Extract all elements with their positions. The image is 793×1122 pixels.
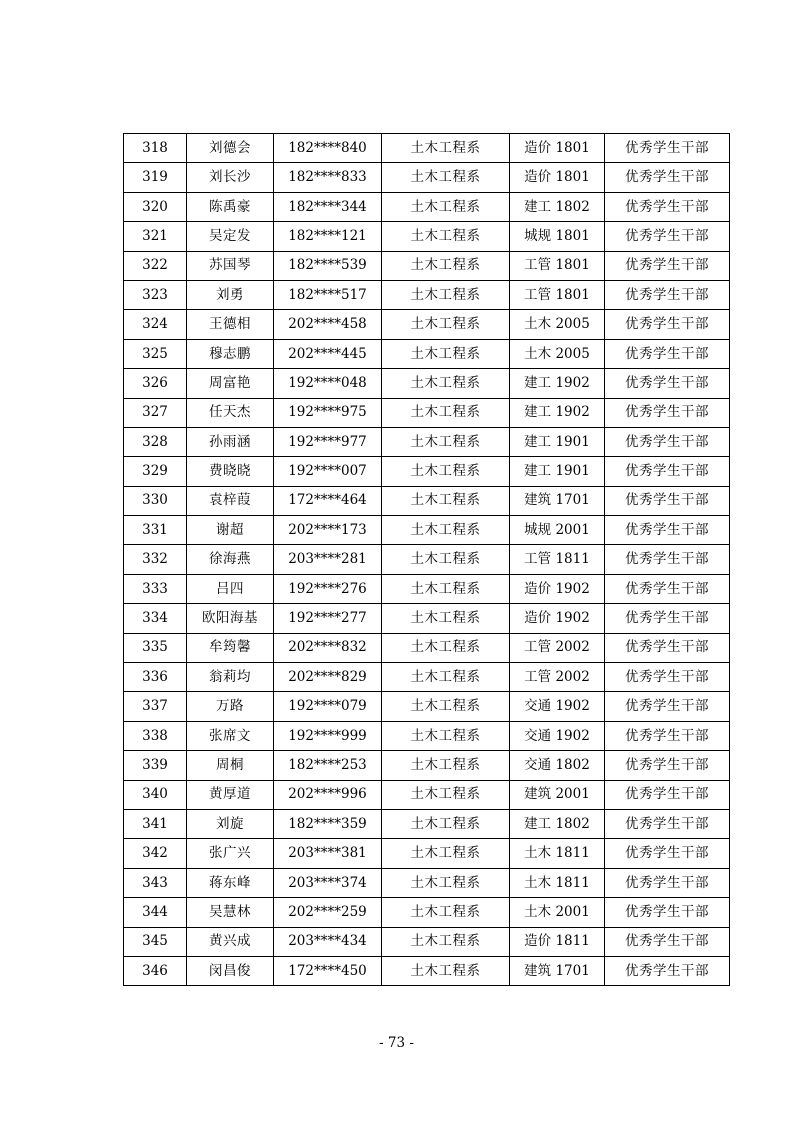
table-row [124, 663, 730, 692]
cell-phone: 192****277 [274, 604, 382, 633]
cell-honor: 优秀学生干部 [605, 956, 730, 985]
cell-department: 土木工程系 [382, 604, 510, 633]
cell-class: 土木 2005 [510, 310, 605, 339]
cell-sequence: 344 [124, 898, 187, 927]
cell-department: 土木工程系 [382, 927, 510, 956]
cell-honor: 优秀学生干部 [605, 633, 730, 662]
cell-sequence: 324 [124, 310, 187, 339]
cell-class: 造价 1902 [510, 604, 605, 633]
table-row [124, 809, 730, 838]
cell-class: 造价 1902 [510, 574, 605, 603]
cell-phone: 202****259 [274, 898, 382, 927]
cell-name: 费晓晓 [187, 457, 274, 486]
cell-honor: 优秀学生干部 [605, 868, 730, 897]
cell-department: 土木工程系 [382, 398, 510, 427]
table-row [124, 574, 730, 603]
table-row [124, 310, 730, 339]
cell-name: 刘德会 [187, 134, 274, 163]
cell-honor: 优秀学生干部 [605, 339, 730, 368]
cell-phone: 192****975 [274, 398, 382, 427]
cell-phone: 182****121 [274, 222, 382, 251]
cell-phone: 182****253 [274, 751, 382, 780]
cell-department: 土木工程系 [382, 310, 510, 339]
cell-name: 徐海燕 [187, 545, 274, 574]
table-row [124, 398, 730, 427]
table-row [124, 280, 730, 309]
cell-phone: 203****434 [274, 927, 382, 956]
cell-name: 苏国琴 [187, 251, 274, 280]
cell-honor: 优秀学生干部 [605, 545, 730, 574]
cell-sequence: 318 [124, 134, 187, 163]
cell-name: 张席文 [187, 721, 274, 750]
cell-phone: 203****281 [274, 545, 382, 574]
cell-phone: 182****359 [274, 809, 382, 838]
cell-department: 土木工程系 [382, 780, 510, 809]
cell-class: 工管 2002 [510, 633, 605, 662]
cell-honor: 优秀学生干部 [605, 134, 730, 163]
cell-sequence: 326 [124, 369, 187, 398]
cell-sequence: 328 [124, 427, 187, 456]
cell-department: 土木工程系 [382, 868, 510, 897]
table-row [124, 222, 730, 251]
cell-name: 周富艳 [187, 369, 274, 398]
cell-phone: 192****079 [274, 692, 382, 721]
cell-name: 袁梓葭 [187, 486, 274, 515]
cell-phone: 192****977 [274, 427, 382, 456]
cell-phone: 202****996 [274, 780, 382, 809]
cell-class: 土木 2005 [510, 339, 605, 368]
cell-honor: 优秀学生干部 [605, 222, 730, 251]
cell-name: 周桐 [187, 751, 274, 780]
cell-phone: 202****173 [274, 516, 382, 545]
cell-name: 孙雨涵 [187, 427, 274, 456]
cell-name: 张广兴 [187, 839, 274, 868]
cell-honor: 优秀学生干部 [605, 310, 730, 339]
cell-department: 土木工程系 [382, 663, 510, 692]
cell-sequence: 342 [124, 839, 187, 868]
cell-class: 建工 1802 [510, 809, 605, 838]
cell-department: 土木工程系 [382, 721, 510, 750]
cell-sequence: 331 [124, 516, 187, 545]
cell-sequence: 319 [124, 163, 187, 192]
table-row [124, 898, 730, 927]
cell-class: 建工 1901 [510, 427, 605, 456]
cell-department: 土木工程系 [382, 545, 510, 574]
cell-class: 土木 2001 [510, 898, 605, 927]
cell-name: 黄厚道 [187, 780, 274, 809]
table-row [124, 839, 730, 868]
table-row [124, 516, 730, 545]
cell-honor: 优秀学生干部 [605, 692, 730, 721]
cell-honor: 优秀学生干部 [605, 280, 730, 309]
cell-class: 城规 2001 [510, 516, 605, 545]
roster-table [123, 133, 730, 986]
cell-department: 土木工程系 [382, 751, 510, 780]
table-row [124, 486, 730, 515]
cell-name: 刘旋 [187, 809, 274, 838]
cell-department: 土木工程系 [382, 633, 510, 662]
cell-sequence: 327 [124, 398, 187, 427]
cell-honor: 优秀学生干部 [605, 486, 730, 515]
cell-sequence: 346 [124, 956, 187, 985]
cell-phone: 203****381 [274, 839, 382, 868]
cell-department: 土木工程系 [382, 134, 510, 163]
cell-phone: 192****007 [274, 457, 382, 486]
cell-class: 工管 1801 [510, 280, 605, 309]
cell-department: 土木工程系 [382, 516, 510, 545]
cell-class: 工管 1801 [510, 251, 605, 280]
cell-class: 交通 1902 [510, 692, 605, 721]
cell-honor: 优秀学生干部 [605, 251, 730, 280]
table-row [124, 868, 730, 897]
cell-name: 任天杰 [187, 398, 274, 427]
cell-phone: 192****048 [274, 369, 382, 398]
cell-department: 土木工程系 [382, 809, 510, 838]
roster-table-body [124, 134, 730, 986]
cell-department: 土木工程系 [382, 280, 510, 309]
cell-department: 土木工程系 [382, 222, 510, 251]
cell-class: 建筑 1701 [510, 956, 605, 985]
cell-honor: 优秀学生干部 [605, 457, 730, 486]
cell-honor: 优秀学生干部 [605, 604, 730, 633]
cell-name: 闵昌俊 [187, 956, 274, 985]
cell-honor: 优秀学生干部 [605, 839, 730, 868]
cell-phone: 202****445 [274, 339, 382, 368]
cell-department: 土木工程系 [382, 427, 510, 456]
cell-department: 土木工程系 [382, 839, 510, 868]
cell-class: 工管 2002 [510, 663, 605, 692]
cell-phone: 202****832 [274, 633, 382, 662]
cell-name: 陈禹豪 [187, 192, 274, 221]
cell-sequence: 330 [124, 486, 187, 515]
cell-name: 吴慧林 [187, 898, 274, 927]
cell-name: 王德相 [187, 310, 274, 339]
cell-sequence: 321 [124, 222, 187, 251]
table-row [124, 927, 730, 956]
cell-class: 交通 1802 [510, 751, 605, 780]
cell-phone: 192****999 [274, 721, 382, 750]
cell-honor: 优秀学生干部 [605, 809, 730, 838]
cell-sequence: 335 [124, 633, 187, 662]
cell-class: 土木 1811 [510, 868, 605, 897]
cell-class: 造价 1801 [510, 134, 605, 163]
cell-class: 工管 1811 [510, 545, 605, 574]
cell-class: 土木 1811 [510, 839, 605, 868]
cell-name: 翁莉均 [187, 663, 274, 692]
table-row [124, 545, 730, 574]
table-row [124, 780, 730, 809]
table-row [124, 339, 730, 368]
cell-class: 建筑 2001 [510, 780, 605, 809]
cell-sequence: 338 [124, 721, 187, 750]
table-row [124, 604, 730, 633]
table-row [124, 427, 730, 456]
table-row [124, 251, 730, 280]
cell-name: 谢超 [187, 516, 274, 545]
cell-honor: 优秀学生干部 [605, 780, 730, 809]
cell-honor: 优秀学生干部 [605, 398, 730, 427]
cell-class: 建工 1901 [510, 457, 605, 486]
cell-phone: 202****829 [274, 663, 382, 692]
cell-honor: 优秀学生干部 [605, 927, 730, 956]
cell-name: 刘长沙 [187, 163, 274, 192]
cell-honor: 优秀学生干部 [605, 427, 730, 456]
cell-department: 土木工程系 [382, 163, 510, 192]
cell-honor: 优秀学生干部 [605, 163, 730, 192]
cell-sequence: 341 [124, 809, 187, 838]
cell-name: 欧阳海基 [187, 604, 274, 633]
table-row [124, 692, 730, 721]
cell-class: 城规 1801 [510, 222, 605, 251]
cell-department: 土木工程系 [382, 574, 510, 603]
cell-class: 建工 1802 [510, 192, 605, 221]
table-row [124, 369, 730, 398]
cell-sequence: 320 [124, 192, 187, 221]
cell-department: 土木工程系 [382, 956, 510, 985]
cell-department: 土木工程系 [382, 692, 510, 721]
cell-department: 土木工程系 [382, 251, 510, 280]
cell-department: 土木工程系 [382, 192, 510, 221]
cell-name: 万路 [187, 692, 274, 721]
table-row [124, 633, 730, 662]
cell-phone: 172****450 [274, 956, 382, 985]
cell-sequence: 333 [124, 574, 187, 603]
cell-name: 牟筠馨 [187, 633, 274, 662]
cell-class: 建筑 1701 [510, 486, 605, 515]
cell-name: 蒋东峰 [187, 868, 274, 897]
cell-phone: 192****276 [274, 574, 382, 603]
cell-class: 交通 1902 [510, 721, 605, 750]
cell-phone: 182****344 [274, 192, 382, 221]
cell-department: 土木工程系 [382, 457, 510, 486]
cell-sequence: 345 [124, 927, 187, 956]
cell-class: 建工 1902 [510, 369, 605, 398]
table-row [124, 457, 730, 486]
cell-phone: 182****840 [274, 134, 382, 163]
cell-name: 刘勇 [187, 280, 274, 309]
cell-department: 土木工程系 [382, 898, 510, 927]
cell-department: 土木工程系 [382, 369, 510, 398]
cell-phone: 172****464 [274, 486, 382, 515]
table-row [124, 751, 730, 780]
cell-honor: 优秀学生干部 [605, 574, 730, 603]
cell-sequence: 325 [124, 339, 187, 368]
cell-name: 黄兴成 [187, 927, 274, 956]
cell-name: 吴定发 [187, 222, 274, 251]
cell-sequence: 340 [124, 780, 187, 809]
cell-honor: 优秀学生干部 [605, 516, 730, 545]
cell-class: 造价 1811 [510, 927, 605, 956]
cell-phone: 202****458 [274, 310, 382, 339]
roster-table-container [123, 133, 709, 986]
cell-phone: 182****517 [274, 280, 382, 309]
table-row [124, 956, 730, 985]
cell-sequence: 332 [124, 545, 187, 574]
cell-sequence: 329 [124, 457, 187, 486]
table-row [124, 192, 730, 221]
cell-honor: 优秀学生干部 [605, 663, 730, 692]
cell-sequence: 323 [124, 280, 187, 309]
cell-sequence: 337 [124, 692, 187, 721]
cell-name: 穆志鹏 [187, 339, 274, 368]
cell-sequence: 339 [124, 751, 187, 780]
cell-sequence: 322 [124, 251, 187, 280]
cell-honor: 优秀学生干部 [605, 369, 730, 398]
table-row [124, 134, 730, 163]
cell-department: 土木工程系 [382, 339, 510, 368]
cell-sequence: 334 [124, 604, 187, 633]
cell-phone: 182****539 [274, 251, 382, 280]
cell-class: 造价 1801 [510, 163, 605, 192]
cell-phone: 182****833 [274, 163, 382, 192]
cell-honor: 优秀学生干部 [605, 751, 730, 780]
cell-class: 建工 1902 [510, 398, 605, 427]
cell-sequence: 343 [124, 868, 187, 897]
cell-sequence: 336 [124, 663, 187, 692]
cell-honor: 优秀学生干部 [605, 721, 730, 750]
cell-department: 土木工程系 [382, 486, 510, 515]
cell-name: 吕四 [187, 574, 274, 603]
table-row [124, 721, 730, 750]
table-row [124, 163, 730, 192]
cell-honor: 优秀学生干部 [605, 192, 730, 221]
cell-honor: 优秀学生干部 [605, 898, 730, 927]
cell-phone: 203****374 [274, 868, 382, 897]
page-number: - 73 - [379, 1035, 414, 1051]
